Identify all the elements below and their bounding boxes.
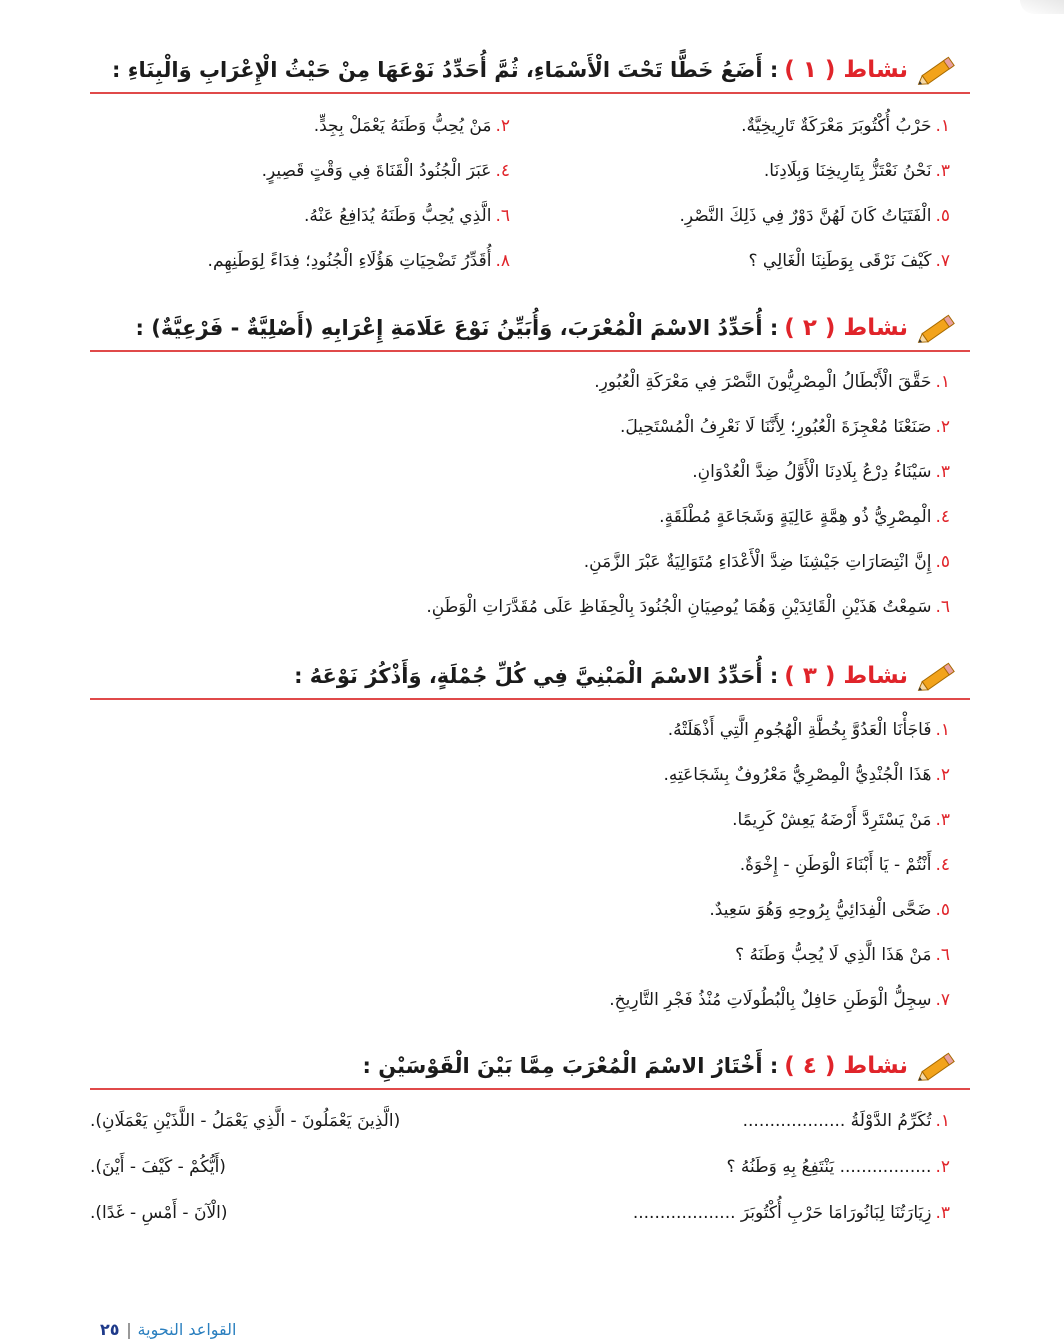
list-item: ٣.زِيَارَتُنَا لِبَانُورَامَا حَرْبِ أُكْتُوبَرَ ................... (الْآنَ - أَمْسِ - غَدًا). <box>90 1190 970 1236</box>
page-footer <box>100 1320 236 1340</box>
list-item: ٣.نَحْنُ نَعْتَزُّ بِتَارِيخِنَا وَبِلَادِنَا. <box>763 161 950 181</box>
pencil-icon <box>916 52 962 88</box>
activity-2-header <box>90 306 970 352</box>
activity-label: نشاط ( ٣ ) <box>784 663 908 689</box>
list-item: ٣.سَيْنَاءُ دِرْعُ بِلَادِنَا الْأَوَّلُ ضِدَّ الْعُدْوَانِ. <box>692 462 950 482</box>
options: (الَّذِينَ يَعْمَلُونَ - الَّذِي يَعْمَلُ - اللَّذَيْنِ يَعْمَلَانِ). <box>90 1111 401 1131</box>
list-item: ٢.هَذَا الْجُنْدِيُّ الْمِصْرِيُّ مَعْرُوفٌ بِشَجَاعَتِهِ. <box>663 765 950 785</box>
activity-4-header <box>90 1044 970 1090</box>
list-item: ١.حَقَّقَ الْأَبْطَالُ الْمِصْرِيُّونَ النَّصْرَ فِي مَعْرَكَةِ الْعُبُورِ. <box>594 372 950 392</box>
activity-title: : أُحَدِّدُ الاسْمَ الْمَبْنِيَّ فِي كُلِّ جُمْلَةٍ، وَأَذْكُرُ نَوْعَهُ : <box>294 664 779 688</box>
activity-label: نشاط ( ١ ) <box>784 57 908 83</box>
activity-4-items <box>90 1098 970 1236</box>
footer-divider <box>128 1323 130 1339</box>
pencil-icon <box>916 310 962 346</box>
book-title: القواعد النحوية <box>137 1320 237 1339</box>
activity-1-items <box>90 104 970 284</box>
activity-2 <box>90 306 970 630</box>
pencil-icon <box>916 1048 962 1084</box>
list-item: ٥.ضَحَّى الْفِدَائِيُّ بِرُوحِهِ وَهُوَ سَعِيدٌ. <box>709 900 950 920</box>
list-item: ٦.سَمِعْتُ هَذَيْنِ الْقَائِدَيْنِ وَهُمَا يُوصِيَانِ الْجُنُودَ بِالْحِفَاظِ عَلَى مُقَدَّرَاتِ الْوَطَنِ. <box>426 597 950 617</box>
options: (أَيُّكُمْ - كَيْفَ - أَيْنَ). <box>90 1157 226 1177</box>
activity-title: : أُحَدِّدُ الاسْمَ الْمُعْرَبَ، وَأُبَيِّنُ نَوْعَ عَلَامَةِ إِعْرَابِهِ (أَصْلِيَّةٌ - فَرْعِيَّةٌ) : <box>135 316 779 340</box>
activity-3-header <box>90 654 970 700</box>
list-item: ٦.الَّذِي يُحِبُّ وَطَنَهُ يُدَافِعُ عَنْهُ. <box>303 206 510 226</box>
list-item: ٤.عَبَرَ الْجُنُودُ الْقَنَاةَ فِي وَقْتٍ قَصِيرٍ. <box>261 161 510 181</box>
list-item: ٥.إِنَّ انْتِصَارَاتِ جَيْشِنَا ضِدَّ الْأَعْدَاءِ مُتَوَالِيَةٌ عَبْرَ الزَّمَنِ. <box>583 552 950 572</box>
page-corner-curl <box>1020 0 1064 14</box>
activity-label: نشاط ( ٤ ) <box>784 1053 908 1079</box>
activity-4 <box>90 1044 970 1236</box>
list-item: ٧.سِجِلُّ الْوَطَنِ حَافِلٌ بِالْبُطُولَاتِ مُنْذُ فَجْرِ التَّارِيخِ. <box>609 990 950 1010</box>
activity-1 <box>90 48 970 284</box>
activity-title: : أَضَعُ خَطًّا تَحْتَ الْأَسْمَاءِ، ثُمَّ أُحَدِّدُ نَوْعَهَا مِنْ حَيْثُ الْإِعْرَابِ وَالْبِنَاءِ : <box>112 58 779 82</box>
list-item: ٤.أَنْتُمْ - يَا أَبْنَاءَ الْوَطَنِ - إِخْوَةٌ. <box>739 855 950 875</box>
pencil-icon <box>916 658 962 694</box>
activity-3-items <box>90 708 970 1023</box>
activity-1-header <box>90 48 970 94</box>
activity-label: نشاط ( ٢ ) <box>784 315 908 341</box>
list-item: ٧.كَيْفَ نَرْقَى بِوَطَنِنَا الْغَالِي ؟ <box>748 251 950 271</box>
list-item: ٢.صَنَعْنَا مُعْجِزَةَ الْعُبُورِ؛ لِأَنَّنَا لَا نَعْرِفُ الْمُسْتَحِيلَ. <box>619 417 950 437</box>
list-item: ٨.أُقَدِّرُ تَضْحِيَاتِ هَؤُلَاءِ الْجُنُودِ؛ فِدَاءً لِوَطَنِهِم. <box>207 251 510 271</box>
list-item: ٥.الْفَتَيَاتُ كَانَ لَهُنَّ دَوْرٌ فِي ذَلِكَ النَّصْرِ. <box>679 206 950 226</box>
list-item: ٦.مَنْ هَذَا الَّذِي لَا يُحِبُّ وَطَنَهُ ؟ <box>735 945 950 965</box>
list-item: ١.تُكَرِّمُ الدَّوْلَةُ ................... (الَّذِينَ يَعْمَلُونَ - الَّذِي يَعْمَلُ - اللَّذَيْنِ يَعْمَلَانِ). <box>90 1098 970 1144</box>
list-item: ٢.................. يَنْتَفِعُ بِهِ وَطَنُهُ ؟ (أَيُّكُمْ - كَيْفَ - أَيْنَ). <box>90 1144 970 1190</box>
activity-3 <box>90 654 970 1023</box>
list-item: ١.حَرْبُ أُكْتُوبَرَ مَعْرَكَةٌ تَارِيخِيَّةٌ. <box>741 116 950 136</box>
list-item: ٢.مَنْ يُحِبُّ وَطَنَهُ يَعْمَلْ بِجِدٍّ. <box>313 116 510 136</box>
options: (الْآنَ - أَمْسِ - غَدًا). <box>90 1203 228 1223</box>
activity-title: : أَخْتَارُ الاسْمَ الْمُعْرَبَ مِمَّا بَيْنَ الْقَوْسَيْنِ : <box>362 1054 779 1078</box>
page-number: ٢٥ <box>100 1320 120 1339</box>
list-item: ٤.الْمِصْرِيُّ ذُو هِمَّةٍ عَالِيَةٍ وَشَجَاعَةٍ مُطْلَقَةٍ. <box>659 507 950 527</box>
list-item: ٣.مَنْ يَسْتَرِدَّ أَرْضَهُ يَعِشْ كَرِيمًا. <box>732 810 950 830</box>
list-item: ١.فَاجَأْنَا الْعَدُوَّ بِخُطَّةِ الْهُجُومِ الَّتِي أَذْهَلَتْهُ. <box>667 720 950 740</box>
activity-2-items <box>90 360 970 630</box>
